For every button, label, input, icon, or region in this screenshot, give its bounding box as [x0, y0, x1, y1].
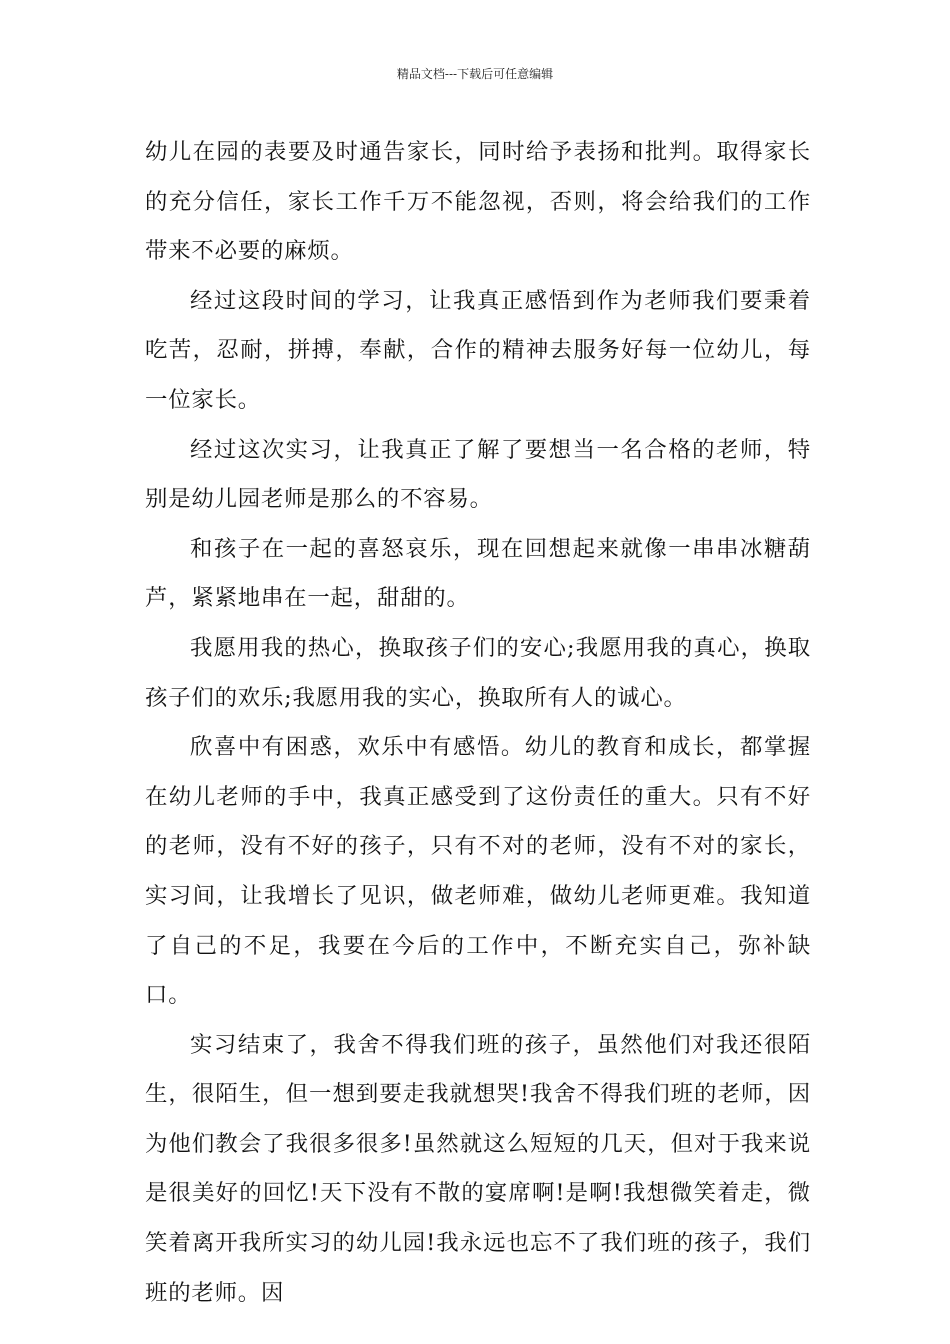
- paragraph-5: 我愿用我的热心，换取孩子们的安心;我愿用我的真心，换取孩子们的欢乐;我愿用我的实心，换取所有人的诚心。: [145, 634, 811, 711]
- document-body: [145, 128, 811, 1318]
- paragraph-2: 经过这段时间的学习，让我真正感悟到作为老师我们要秉着吃苦，忍耐，拼搏，奉献，合作的精神去服务好每一位幼儿，每一位家长。: [145, 287, 811, 413]
- paragraph-6: 欣喜中有困惑，欢乐中有感悟。幼儿的教育和成长，都掌握在幼儿老师的手中，我真正感受到了这份责任的重大。只有不好的老师，没有不好的孩子，只有不对的老师，没有不对的家长，实习间，让我增长了见识，做老师难，做幼儿老师更难。我知道了自己的不足，我要在今后的工作中，不断充实自己，弥补缺口。: [145, 734, 811, 1009]
- paragraph-3: 经过这次实习，让我真正了解了要想当一名合格的老师，特别是幼儿园老师是那么的不容易。: [145, 436, 811, 513]
- paragraph-4: 和孩子在一起的喜怒哀乐，现在回想起来就像一串串冰糖葫芦，紧紧地串在一起，甜甜的。: [145, 535, 811, 612]
- paragraph-7: 实习结束了，我舍不得我们班的孩子，虽然他们对我还很陌生，很陌生，但一想到要走我就想哭!我舍不得我们班的老师，因为他们教会了我很多很多!虽然就这么短短的几天，但对于我来说是很美好的回忆!天下没有不散的宴席啊!是啊!我想微笑着走，微笑着离开我所实习的幼儿园!我永远也忘不了我们班的孩子，我们班的老师。因: [145, 1031, 811, 1306]
- paragraph-1: 幼儿在园的表要及时通告家长，同时给予表扬和批判。取得家长的充分信任，家长工作千万不能忽视，否则，将会给我们的工作带来不必要的麻烦。: [145, 139, 811, 265]
- page-header: 精品文档---下载后可任意编辑: [396, 67, 554, 81]
